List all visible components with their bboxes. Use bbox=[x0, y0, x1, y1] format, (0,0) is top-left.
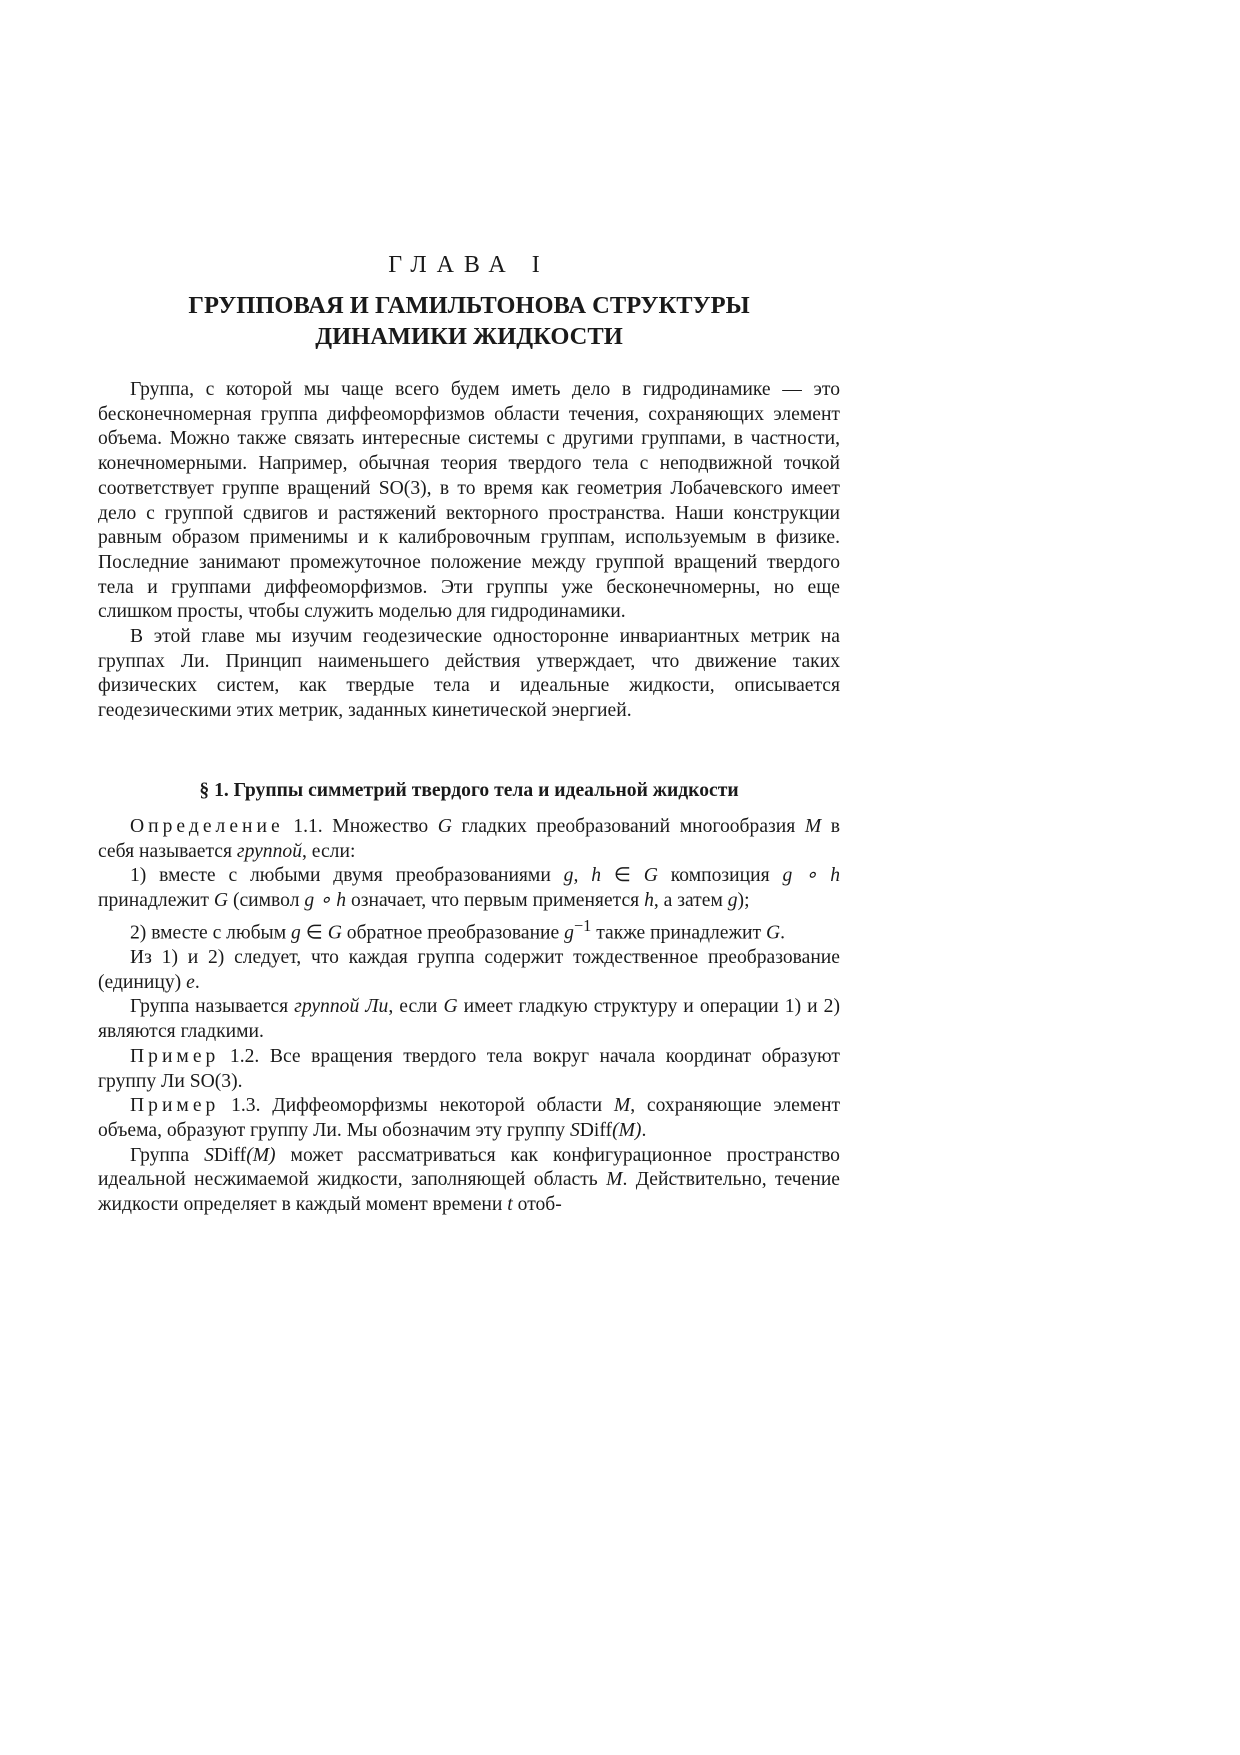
body-text: . bbox=[194, 971, 200, 993]
item-text: , а затем bbox=[653, 890, 723, 912]
math-symbol: g bbox=[564, 922, 574, 944]
example-number: 1.3. bbox=[231, 1095, 261, 1117]
chapter-label: ГЛАВА I bbox=[388, 252, 550, 278]
item-text: обратное преобразование bbox=[346, 922, 560, 944]
definition-text: Множество bbox=[332, 816, 429, 837]
math-symbol: g ∘ h bbox=[304, 890, 347, 912]
example-label: Пример bbox=[130, 1045, 220, 1067]
definition-text: гладких преобразований многообразия bbox=[461, 816, 796, 837]
configuration-space-paragraph bbox=[98, 1144, 840, 1218]
item-text: означает, что первым применяется bbox=[350, 890, 640, 912]
item-text: композиция bbox=[670, 865, 770, 887]
intro-paragraph-2: В этой главе мы изучим геодезические односторонне инвариантных метрик на группах Ли. Принцип наименьшего действия утверждает, что движение таких физических систем, как твердые тела и идеальные жидкости, описывается геодезическими этих метрик, заданных кинетической энергией. bbox=[98, 626, 840, 722]
math-symbol: g bbox=[291, 922, 301, 944]
body-text: , если bbox=[388, 996, 438, 1018]
definition-number: 1.1. bbox=[293, 816, 323, 837]
math-superscript: −1 bbox=[573, 915, 592, 935]
definition-item-1 bbox=[98, 864, 840, 913]
item-text: 2) вместе с любым bbox=[130, 922, 287, 944]
definition-paragraph bbox=[98, 815, 840, 864]
math-symbol: G bbox=[443, 996, 458, 1018]
chapter-title-line-2: ДИНАМИКИ ЖИДКОСТИ bbox=[315, 323, 623, 350]
item-text: ); bbox=[737, 890, 750, 912]
math-symbol: g bbox=[727, 890, 738, 912]
math-symbol: M bbox=[804, 816, 822, 837]
body-text: . Действительно, течение жидкости определяет в каждый момент времени bbox=[98, 1169, 840, 1216]
math-symbol: e bbox=[186, 971, 195, 993]
item-text: (символ bbox=[232, 890, 300, 912]
lie-group-paragraph bbox=[98, 995, 840, 1044]
math-symbol: t bbox=[507, 1194, 513, 1216]
body-text: Из 1) и 2) следует, что каждая группа содержит тождественное преобразование (единицу) bbox=[98, 947, 840, 993]
example-number: 1.2. bbox=[229, 1045, 260, 1067]
example-text: Все вращения твердого тела вокруг начала координат образуют группу Ли SO(3). bbox=[98, 1045, 840, 1092]
example-text: , сохраняющие элемент объема, образуют группу Ли. Мы обозначим эту группу bbox=[98, 1095, 841, 1141]
math-symbol: G bbox=[327, 922, 342, 944]
body-text: отоб- bbox=[517, 1194, 562, 1216]
math-symbol: G bbox=[213, 890, 229, 912]
intro-paragraph-1: Группа, с которой мы чаще всего будем иметь дело в гидродинамике — это бесконечномерная группа диффеоморфизмов области течения, сохраняющих элемент объема. Можно также связать интересные системы с другими группами, в частности, конечномерными. Например, обычная теория твердого тела с неподвижной точкой соответствует группе вращений SO(3), в то время как геометрия Лобачевского имеет дело с группой сдвигов и растяжений векторного пространства. Наши конструкции равным образом применимы и к калибровочным группам, используемым в физике. Последние занимают промежуточное положение между группой вращений твердого тела и группами диффеоморфизмов. Эти группы уже бесконечномерны, но еще слишком просты, чтобы служить моделью для гидродинамики. bbox=[98, 379, 840, 623]
math-symbol: g ∘ h bbox=[782, 865, 841, 887]
definition-text: , если: bbox=[302, 840, 356, 862]
emphasized-term: группой Ли bbox=[294, 996, 389, 1018]
body-text: Группа bbox=[130, 1144, 190, 1166]
intro-text bbox=[98, 378, 840, 724]
item-text: 1) вместе с любыми двумя преобразованиями bbox=[130, 865, 551, 887]
definition-text: в себя называется bbox=[98, 816, 841, 862]
example-text: Диффеоморфизмы некоторой области bbox=[272, 1095, 603, 1117]
emphasized-term: группой bbox=[236, 840, 302, 862]
math-symbol: (M) bbox=[246, 1144, 276, 1166]
math-symbol: M bbox=[613, 1095, 631, 1117]
body-text: имеет гладкую структуру и операции 1) и 2) являются гладкими. bbox=[98, 996, 840, 1043]
math-symbol: S bbox=[569, 1119, 580, 1141]
math-symbol: g, h bbox=[563, 865, 602, 887]
example-1-3 bbox=[98, 1094, 840, 1143]
chapter-title bbox=[98, 290, 840, 352]
body-text: Группа называется bbox=[130, 996, 289, 1018]
math-symbol: ∈ bbox=[305, 922, 323, 944]
math-symbol: M bbox=[606, 1169, 623, 1191]
math-symbol: G bbox=[766, 922, 781, 944]
math-symbol: G bbox=[437, 816, 452, 837]
definition-item-2 bbox=[98, 914, 840, 946]
math-symbol: (M) bbox=[612, 1119, 642, 1141]
item-text: . bbox=[780, 922, 786, 944]
example-1-2 bbox=[98, 1045, 840, 1094]
section-heading: § 1. Группы симметрий твердого тела и идеальной жидкости bbox=[199, 780, 739, 801]
item-text: также принадлежит bbox=[596, 922, 762, 944]
body-text: может рассматриваться как конфигурационное пространство идеальной несжимаемой жидкости, заполняющей область bbox=[98, 1144, 840, 1191]
math-symbol: G bbox=[643, 865, 658, 887]
consequence-paragraph bbox=[98, 946, 840, 995]
example-label: Пример bbox=[130, 1095, 220, 1117]
math-operator: Diff bbox=[213, 1144, 247, 1166]
definition-label: Определение bbox=[130, 816, 284, 837]
section-body bbox=[98, 815, 840, 1218]
example-text: . bbox=[641, 1119, 647, 1141]
math-operator: Diff bbox=[579, 1119, 613, 1141]
math-symbol: h bbox=[644, 890, 654, 912]
math-symbol: ∈ bbox=[613, 865, 631, 887]
item-text: принадлежит bbox=[98, 890, 209, 912]
chapter-title-line-1: ГРУППОВАЯ И ГАМИЛЬТОНОВА СТРУКТУРЫ bbox=[188, 292, 750, 319]
math-symbol: S bbox=[204, 1144, 214, 1166]
